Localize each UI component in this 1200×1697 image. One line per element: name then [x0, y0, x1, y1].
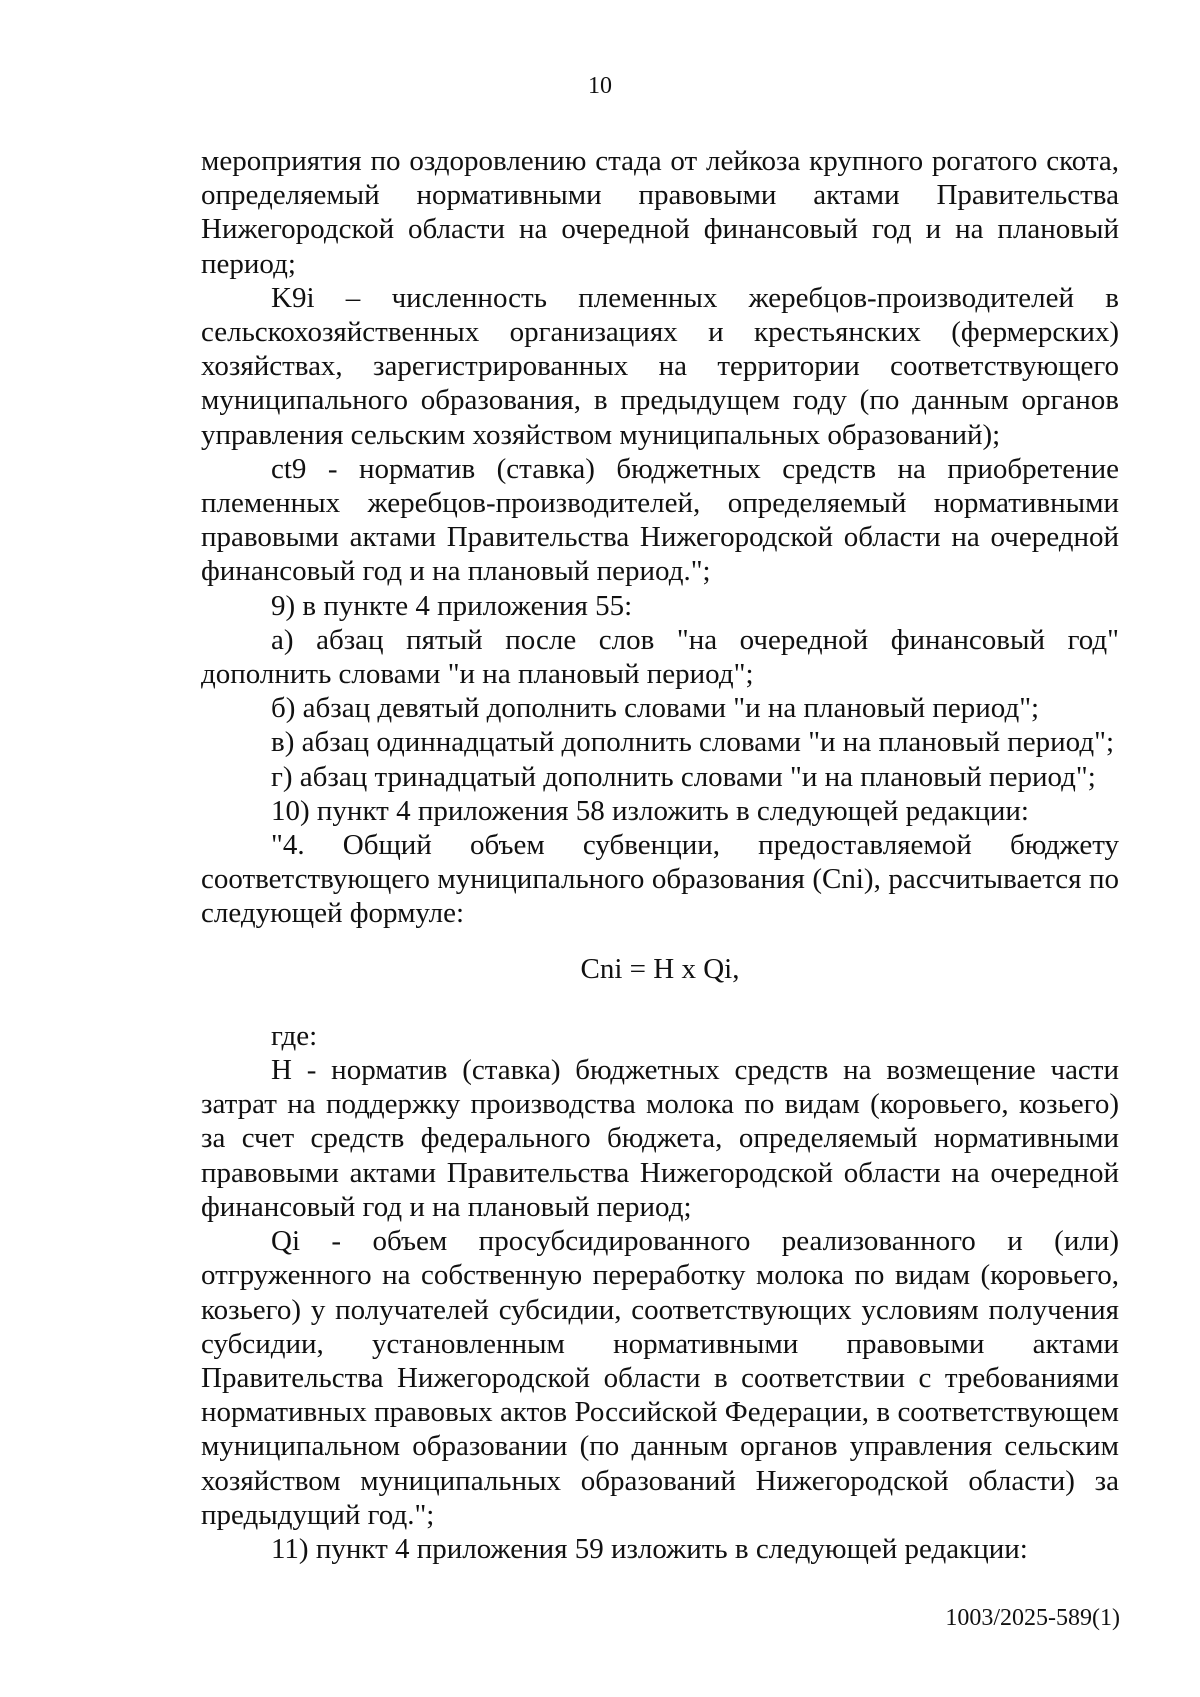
- paragraph: б) абзац девятый дополнить словами "и на плановый период";: [271, 692, 1040, 725]
- paragraph: 10) пункт 4 приложения 58 изложить в следующей редакции:: [271, 794, 1029, 827]
- paragraph: а) абзац пятый после слов "на очередной финансовый год" дополнить словами "и на плановый период";: [201, 623, 1119, 691]
- paragraph: г) абзац тринадцатый дополнить словами "и на плановый период";: [271, 760, 1096, 793]
- paragraph: "4. Общий объем субвенции, предоставляемой бюджету соответствующего муниципального образования (Cni), рассчитывается по следующей формуле:: [201, 829, 1119, 930]
- paragraph: K9i – численность племенных жеребцов-производителей в сельскохозяйственных организациях и крестьянских (фермерских) хозяйствах, зарегистрированных на территории соответствующего муниципального образования, в предыдущем году (по данным органов управления сельским хозяйством муниципальных образований);: [201, 281, 1119, 451]
- paragraph: ct9 - норматив (ставка) бюджетных средств на приобретение племенных жеребцов-производителей, определяемый нормативными правовыми актами Правительства Нижегородской области на очередной финансовый год и на плановый период.";: [201, 452, 1119, 588]
- paragraph: Qi - объем просубсидированного реализованного и (или) отгруженного на собственную переработку молока по видам (коровьего, козьего) у получателей субсидии, соответствующих условиям получения субсидии, установленным нормативными правовыми актами Правительства Нижегородской области в соответствии с требованиями нормативных правовых актов Российской Федерации, в соответствующем муниципальном образовании (по данным органов управления сельским хозяйством муниципальных образований Нижегородской области) за предыдущий год.";: [201, 1225, 1119, 1531]
- paragraph: H - норматив (ставка) бюджетных средств на возмещение части затрат на поддержку производства молока по видам (коровьего, козьего) за счет средств федерального бюджета, определяемый нормативными правовыми актами Правительства Нижегородской области на очередной финансовый год и на плановый период;: [201, 1054, 1119, 1223]
- paragraph: где:: [271, 1019, 318, 1052]
- document-body: [201, 144, 1119, 1566]
- paragraph: в) абзац одиннадцатый дополнить словами "и на плановый период";: [271, 726, 1114, 759]
- paragraph: 11) пункт 4 приложения 59 изложить в следующей редакции:: [271, 1532, 1028, 1565]
- paragraph: 9) в пункте 4 приложения 55:: [271, 589, 633, 622]
- formula: Cni = H x Qi,: [580, 952, 740, 985]
- page-number: 10: [588, 73, 612, 99]
- document-code: 1003/2025-589(1): [945, 1605, 1120, 1631]
- paragraph: мероприятия по оздоровлению стада от лейкоза крупного рогатого скота, определяемый нормативными правовыми актами Правительства Нижегородской области на очередной финансовый год и на плановый период;: [201, 145, 1119, 280]
